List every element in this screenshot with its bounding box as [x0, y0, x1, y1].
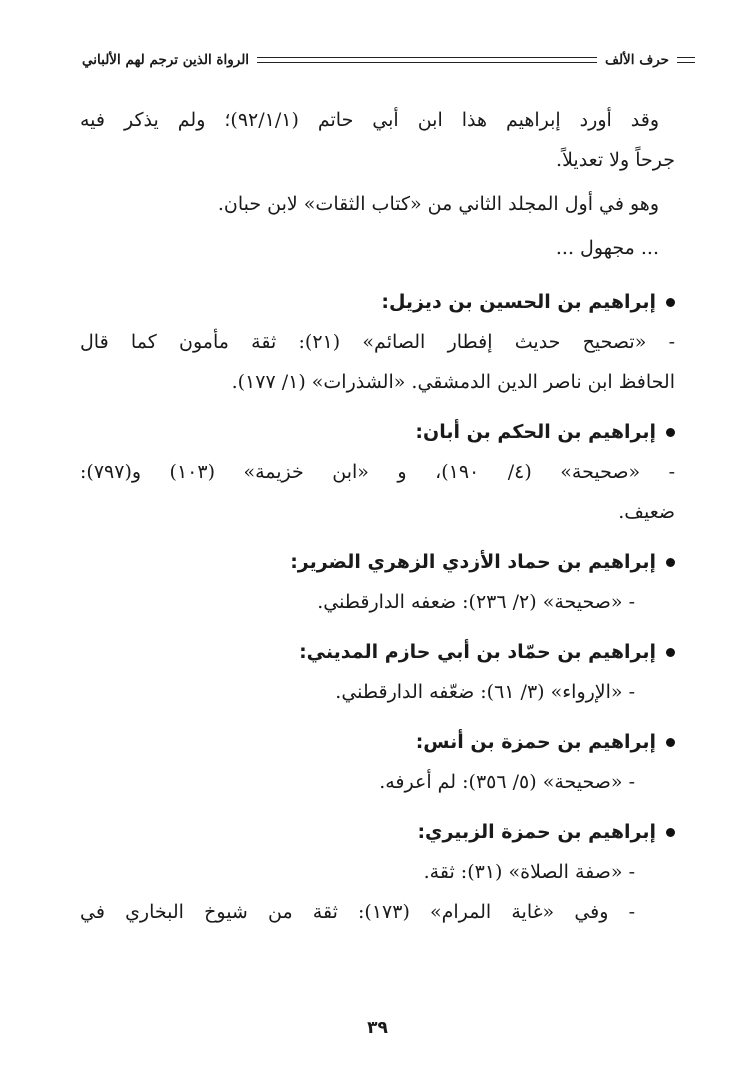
entry-heading: [80, 812, 675, 852]
entry-line: - «صحيحة» (٢/ ٢٣٦): ضعفه الدارقطني.: [317, 591, 635, 613]
header-rule-right: [677, 57, 695, 63]
entry-heading: [80, 412, 675, 452]
entry-line: - «الإرواء» (٣/ ٦١): ضعّفه الدارقطني.: [335, 681, 635, 703]
entry-heading-text: إبراهيم بن حمّاد بن أبي حازم المديني:: [299, 641, 656, 663]
header-book-title: الرواة الذين ترجم لهم الألباني: [82, 52, 250, 68]
header-rule-middle: [257, 57, 597, 63]
bullet-icon: [666, 738, 675, 747]
entry-line: - «صحيحة» (٥/ ٣٥٦): لم أعرفه.: [379, 771, 635, 793]
entry-heading: [80, 282, 675, 322]
bullet-icon: [666, 428, 675, 437]
body-line: ... مجهول ...: [555, 237, 659, 259]
bullet-icon: [666, 648, 675, 657]
body-line: وهو في أول المجلد الثاني من «كتاب الثقات» لابن حبان.: [217, 193, 659, 215]
entry-heading-text: إبراهيم بن الحكم بن أبان:: [415, 421, 656, 443]
bullet-icon: [666, 828, 675, 837]
page-number: ٣٩: [367, 1018, 388, 1038]
bullet-icon: [666, 298, 675, 307]
entry-line: - «صحيحة» (٤/ ١٩٠)، و «ابن خزيمة» (١٠٣) و(٧٩٧):: [80, 461, 675, 483]
body-line: وقد أورد إبراهيم هذا ابن أبي حاتم (٩٢/١/١)؛ ولم يذكر فيه: [80, 109, 659, 131]
entry-heading-text: إبراهيم بن حماد الأزدي الزهري الضرير:: [290, 551, 656, 573]
entry-heading: [80, 722, 675, 762]
entry-heading: [80, 632, 675, 672]
entry-line: الحافظ ابن ناصر الدين الدمشقي. «الشذرات» (١/ ١٧٧).: [231, 371, 675, 393]
entry-heading: [80, 542, 675, 582]
entry-line: - «تصحيح حديث إفطار الصائم» (٢١): ثقة مأمون كما قال: [80, 331, 675, 353]
running-header: [82, 46, 695, 74]
entry-line: ضعيف.: [618, 501, 675, 523]
page-body: [80, 100, 675, 932]
entry-line: - وفي «غاية المرام» (١٧٣): ثقة من شيوخ البخاري في: [80, 901, 635, 923]
entry-heading-text: إبراهيم بن الحسين بن ديزيل:: [381, 291, 656, 313]
entry-heading-text: إبراهيم بن حمزة بن أنس:: [415, 731, 656, 753]
entry-line: - «صفة الصلاة» (٣١): ثقة.: [423, 861, 635, 883]
bullet-icon: [666, 558, 675, 567]
entry-heading-text: إبراهيم بن حمزة الزبيري:: [417, 821, 656, 843]
header-section-title: حرف الألف: [604, 52, 669, 68]
body-line: جرحاً ولا تعديلاً.: [556, 149, 675, 171]
